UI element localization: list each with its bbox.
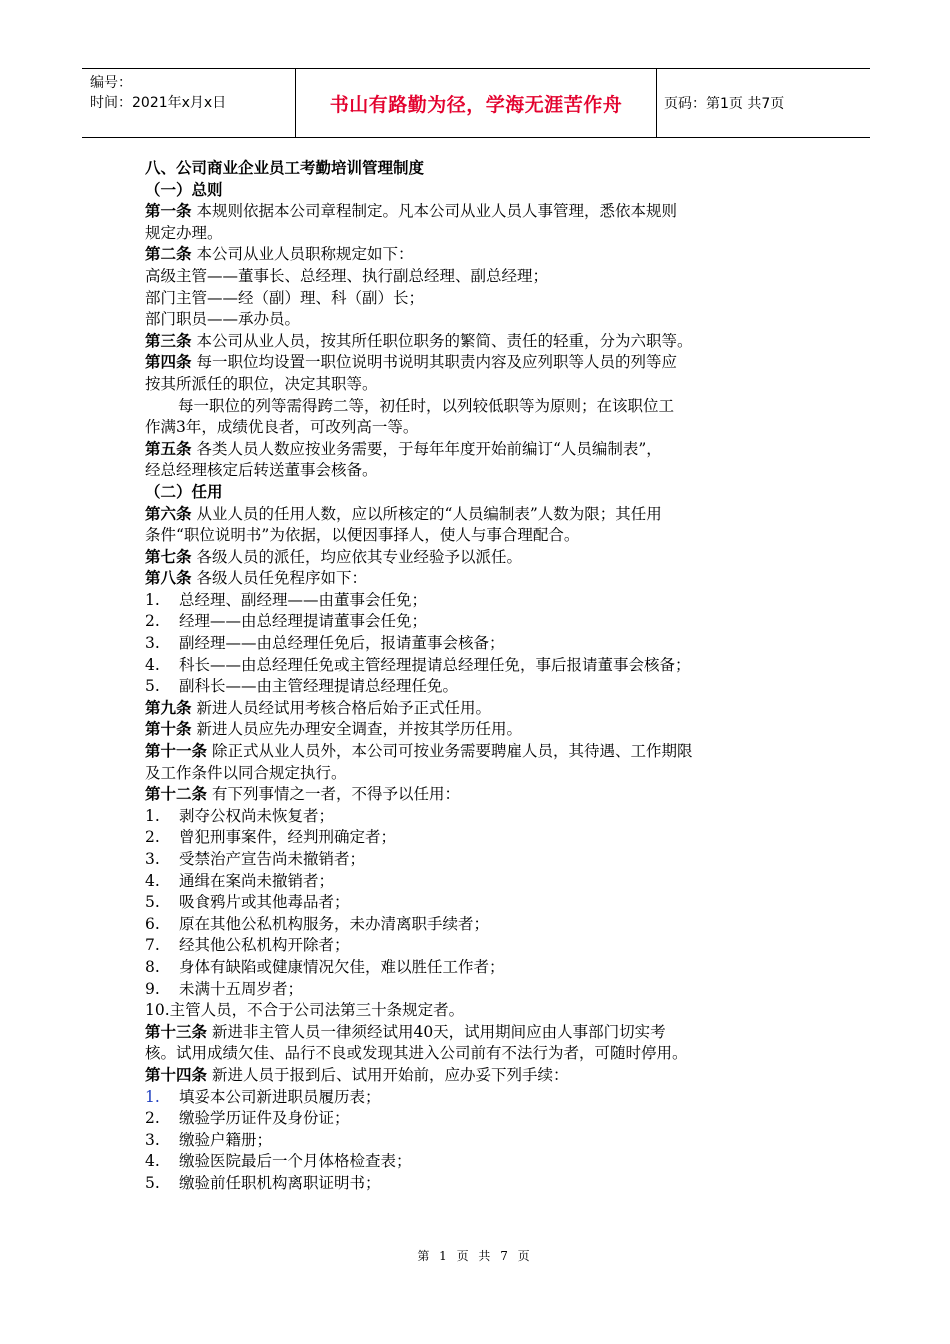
- list-item: 2. 缴验学历证件及身份证；: [145, 1109, 350, 1128]
- list-item: 8. 身体有缺陷或健康情况欠佳，难以胜任工作者；: [145, 957, 505, 976]
- article-3: 第三条 本公司从业人员，按其所任职位职务的繁简、责任的轻重，分为六职等。: [145, 331, 693, 350]
- article-2: 第二条 本公司从业人员职称规定如下：: [145, 245, 414, 264]
- document-body: [145, 158, 820, 1195]
- article-4: 第四条 每一职位均设置一职位说明书说明其职责内容及应列职等人员的列等应: [145, 353, 677, 372]
- article-9: 第九条 新进人员经试用考核合格后始予正式任用。: [145, 698, 491, 717]
- article-6-cont: 条件“职位说明书”为依据，以便因事择人，使人与事合理配合。: [145, 526, 580, 545]
- list-item: 5. 吸食鸦片或其他毒品者；: [145, 893, 350, 912]
- article-label: 第四条: [145, 353, 192, 372]
- article-1-cont: 规定办理。: [145, 223, 223, 242]
- article-label: 第十条: [145, 720, 192, 739]
- list-item: 2. 曾犯刑事案件，经判刑确定者；: [145, 828, 397, 847]
- list-item: 1. 填妥本公司新进职员履历表；: [145, 1087, 381, 1106]
- article-10: 第十条 新进人员应先办理安全调查，并按其学历任用。: [145, 720, 522, 739]
- article-label: 第十二条: [145, 785, 208, 804]
- section-heading-general: （一）总则: [145, 180, 223, 199]
- list-item: 1. 剥夺公权尚未恢复者；: [145, 806, 335, 825]
- article-label: 第七条: [145, 547, 192, 566]
- list-item: 1. 总经理、副经理——由董事会任免；: [145, 590, 428, 609]
- list-item: 10.主管人员，不合于公司法第三十条规定者。: [145, 1001, 465, 1020]
- article-11-cont: 及工作条件以同合规定执行。: [145, 763, 347, 782]
- list-item: 5. 缴验前任职机构离职证明书；: [145, 1173, 381, 1192]
- article-label: 第一条: [145, 202, 192, 221]
- list-item: 5. 副科长——由主管经理提请总经理任免。: [145, 677, 459, 696]
- article-12: 第十二条 有下列事情之一者，不得予以任用：: [145, 785, 460, 804]
- article-4-cont: 按其所派任的职位，决定其职等。: [145, 374, 378, 393]
- article-8: 第八条 各级人员任免程序如下：: [145, 569, 367, 588]
- article-11: 第十一条 除正式从业人员外，本公司可按业务需要聘雇人员，其待遇、工作期限: [145, 742, 693, 761]
- list-item: 4. 缴验医院最后一个月体格检查表；: [145, 1152, 412, 1171]
- article-label: 第二条: [145, 245, 192, 264]
- article-label: 第十三条: [145, 1022, 208, 1041]
- page-footer: 第 1 页 共 7 页: [417, 1249, 533, 1263]
- article-label: 第五条: [145, 439, 192, 458]
- list-item: 3. 受禁治产宣告尚未撤销者；: [145, 850, 366, 868]
- list-item: 2. 经理——由总经理提请董事会任免；: [145, 612, 428, 631]
- list-item: 4. 通缉在案尚未撤销者；: [145, 871, 335, 890]
- document-title: 八、公司商业企业员工考勤培训管理制度: [145, 159, 425, 177]
- list-item: 3. 副经理——由总经理任免后，报请董事会核备；: [145, 634, 505, 653]
- article-13-cont: 核。试用成绩欠佳、品行不良或发现其进入公司前有不法行为者，可随时停用。: [145, 1044, 688, 1063]
- article-4-para2-cont: 作满3年，成绩优良者，可改列高一等。: [145, 418, 419, 437]
- code-label: 编号：: [90, 75, 132, 91]
- article-2-item: 高级主管——董事长、总经理、执行副总经理、副总经理；: [145, 266, 549, 285]
- article-label: 第三条: [145, 331, 192, 350]
- motto: 书山有路勤为径，学海无涯苦作舟: [329, 93, 623, 116]
- article-2-item: 部门主管——经（副）理、科（副）长；: [145, 288, 425, 307]
- article-label: 第十四条: [145, 1065, 208, 1084]
- list-item: 7. 经其他公私机构开除者；: [145, 936, 350, 955]
- list-item: 9. 未满十五周岁者；: [145, 979, 304, 998]
- article-5: 第五条 各类人员人数应按业务需要，于每年年度开始前编订“人员编制表”，: [145, 439, 662, 458]
- article-13: 第十三条 新进非主管人员一律须经试用40天，试用期间应由人事部门切实考: [145, 1022, 666, 1041]
- article-5-cont: 经总经理核定后转送董事会核备。: [145, 461, 378, 480]
- article-7: 第七条 各级人员的派任，均应依其专业经验予以派任。: [145, 547, 522, 566]
- article-label: 第十一条: [145, 742, 208, 761]
- article-14: 第十四条 新进人员于报到后、试用开始前，应办妥下列手续：: [145, 1065, 569, 1084]
- list-item: 3. 缴验户籍册；: [145, 1130, 273, 1149]
- article-label: 第九条: [145, 698, 192, 717]
- article-4-para2: 每一职位的列等需得跨二等，初任时，以列较低职等为原则；在该职位工: [178, 396, 675, 415]
- list-item: 6. 原在其他公私机构服务，未办清离职手续者；: [145, 914, 490, 933]
- article-2-item: 部门职员——承办员。: [145, 310, 301, 329]
- article-6: 第六条 从业人员的任用人数，应以所核定的“人员编制表”人数为限；其任用: [145, 504, 662, 523]
- list-item: 4. 科长——由总经理任免或主管经理提请总经理任免，事后报请董事会核备；: [145, 655, 691, 674]
- page-indicator: 页码：第1页 共7页: [664, 96, 785, 112]
- section-heading-appointment: （二）任用: [145, 482, 223, 501]
- time-label: 时间：2021年x月x日: [90, 95, 227, 111]
- article-1: 第一条 本规则依据本公司章程制定。凡本公司从业人员人事管理，悉依本规则: [145, 202, 677, 221]
- header-meta: [90, 73, 290, 113]
- article-label: 第八条: [145, 569, 192, 588]
- article-label: 第六条: [145, 504, 192, 523]
- page-header: [82, 68, 870, 138]
- header-motto-cell: [295, 69, 657, 137]
